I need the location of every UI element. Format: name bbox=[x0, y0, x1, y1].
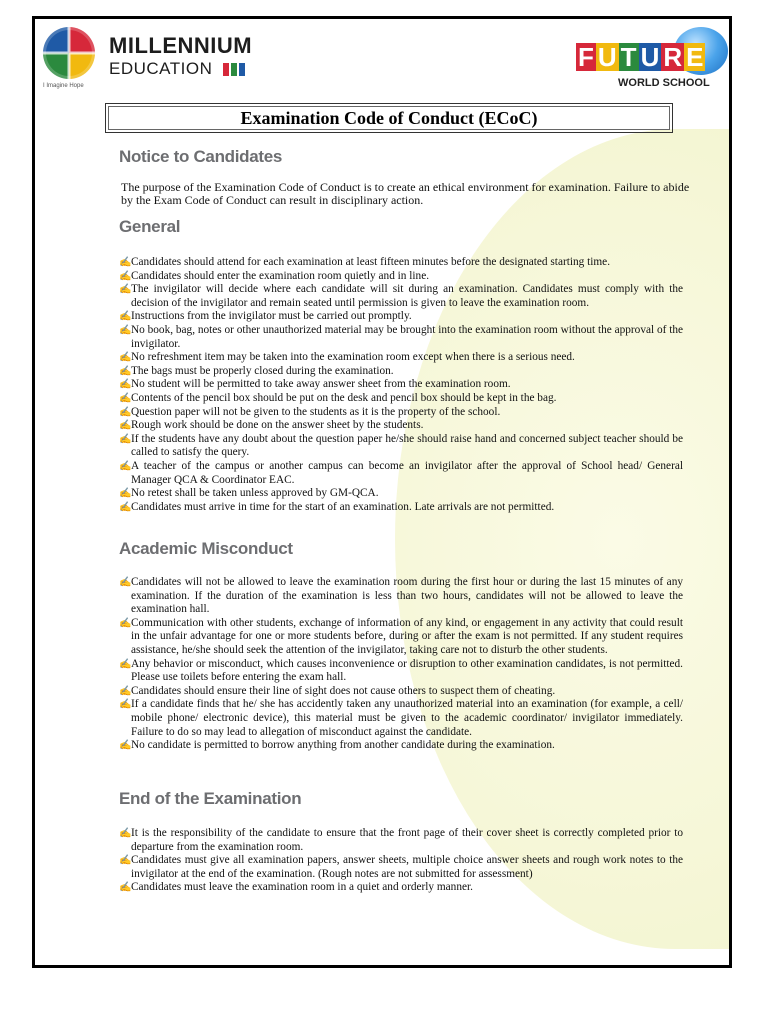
list-item-text: Question paper will not be given to the students as it is the property of the school. bbox=[131, 405, 501, 418]
writing-hand-icon: ✍ bbox=[119, 488, 132, 500]
writing-hand-icon: ✍ bbox=[119, 460, 132, 472]
writing-hand-icon: ✍ bbox=[119, 699, 132, 711]
millennium-education-logo bbox=[43, 27, 263, 93]
writing-hand-icon: ✍ bbox=[119, 828, 132, 839]
misconduct-list bbox=[119, 576, 683, 753]
list-item bbox=[119, 324, 683, 351]
list-item-text: Any behavior or misconduct, which causes inconvenience or disruption to other examination candidates, is not permitted. Please use toilets before entering the exam hall. bbox=[131, 657, 683, 684]
notice-text: The purpose of the Examination Code of Conduct is to create an ethical environment for examination. Failure to abide by the Exam Code of Conduct can result in disciplinary action. bbox=[121, 180, 690, 207]
writing-hand-icon: ✍ bbox=[119, 365, 132, 377]
list-item bbox=[119, 685, 683, 699]
brand-color-bars bbox=[223, 63, 245, 76]
writing-hand-icon: ✍ bbox=[119, 270, 132, 282]
writing-hand-icon: ✍ bbox=[119, 740, 132, 752]
list-item-text: Instructions from the invigilator must be carried out promptly. bbox=[131, 310, 412, 323]
list-item bbox=[119, 351, 683, 365]
world-school-label: WORLD SCHOOL bbox=[618, 77, 710, 89]
future-letter: E bbox=[686, 42, 704, 72]
list-item bbox=[119, 617, 683, 658]
writing-hand-icon: ✍ bbox=[119, 392, 132, 404]
list-item bbox=[119, 501, 683, 515]
writing-hand-icon: ✍ bbox=[119, 855, 132, 867]
list-item bbox=[119, 256, 683, 270]
writing-hand-icon: ✍ bbox=[119, 685, 132, 697]
writing-hand-icon: ✍ bbox=[119, 420, 132, 432]
notice-heading: Notice to Candidates bbox=[119, 147, 283, 166]
writing-hand-icon: ✍ bbox=[119, 433, 132, 445]
list-item bbox=[119, 419, 683, 433]
writing-hand-icon: ✍ bbox=[119, 882, 132, 894]
end-list bbox=[119, 827, 683, 895]
list-item bbox=[119, 365, 683, 379]
future-letter: U bbox=[640, 42, 660, 72]
brand-name-line2: EDUCATION bbox=[109, 59, 213, 78]
writing-hand-icon: ✍ bbox=[119, 617, 132, 629]
list-item bbox=[119, 487, 683, 501]
writing-hand-icon: ✍ bbox=[119, 311, 132, 323]
logo-tagline: I Imagine Hope bbox=[43, 83, 84, 89]
brand-bar bbox=[239, 63, 245, 76]
list-item-text: A teacher of the campus or another campus can become an invigilator after the approval of School head/ General Manager QCA & Coordinator EAC. bbox=[131, 459, 683, 486]
list-item-text: Candidates must give all examination papers, answer sheets, multiple choice answer sheets and rough work notes to the invigilator at the end of the examination. (Rough notes are not submitted for assessment) bbox=[131, 854, 683, 880]
list-item-text: Candidates should ensure their line of sight does not cause others to suspect them of cheating. bbox=[131, 684, 556, 697]
list-item bbox=[119, 406, 683, 420]
list-item-text: Contents of the pencil box should be put on the desk and pencil box should be kept in the bag. bbox=[131, 391, 557, 404]
future-world-school-logo bbox=[570, 25, 730, 91]
writing-hand-icon: ✍ bbox=[119, 284, 132, 296]
brand-name-line1: MILLENNIUM bbox=[109, 33, 253, 58]
list-item-text: No student will be permitted to take away answer sheet from the examination room. bbox=[131, 378, 511, 391]
globe-icon bbox=[43, 27, 95, 79]
list-item-text: Candidates must arrive in time for the start of an examination. Late arrivals are not permitted. bbox=[131, 500, 555, 513]
list-item-text: The bags must be properly closed during the examination. bbox=[131, 364, 394, 377]
list-item-text: If the students have any doubt about the question paper he/she should raise hand and concerned subject teacher should be called to satisfy the query. bbox=[131, 432, 683, 459]
list-item-text: It is the responsibility of the candidate to ensure that the front page of their cover sheet is correctly completed prior to departure from the examination room. bbox=[131, 827, 683, 853]
writing-hand-icon: ✍ bbox=[119, 577, 132, 588]
list-item-text: No retest shall be taken unless approved by GM-QCA. bbox=[131, 487, 379, 500]
general-heading: General bbox=[119, 217, 181, 236]
list-item bbox=[119, 739, 683, 753]
list-item bbox=[119, 310, 683, 324]
misconduct-heading: Academic Misconduct bbox=[119, 539, 293, 558]
list-item bbox=[119, 576, 683, 617]
writing-hand-icon: ✍ bbox=[119, 379, 132, 391]
document-title: Examination Code of Conduct (ECoC) bbox=[240, 107, 538, 128]
title-box-inner bbox=[108, 106, 670, 130]
list-item-text: The invigilator will decide where each candidate will sit during an examination. Candidates must comply with the decision of the invigilator and remain seated until permission is given to leave the examination room. bbox=[131, 283, 683, 309]
title-box bbox=[105, 103, 673, 133]
list-item bbox=[119, 827, 683, 854]
writing-hand-icon: ✍ bbox=[119, 658, 132, 670]
list-item bbox=[119, 270, 683, 284]
future-wordmark bbox=[576, 43, 705, 71]
future-letter: U bbox=[597, 42, 617, 72]
future-letter: R bbox=[663, 42, 683, 72]
list-item bbox=[119, 658, 683, 685]
list-item-text: Rough work should be done on the answer sheet by the students. bbox=[131, 419, 424, 432]
list-item-text: Communication with other students, exchange of information of any kind, or engagement in any activity that could result in the unfair advantage for one or more students before, during or after the exam is not permitted. If any student requires assistance, he/she should seek the attention of the invigilator, taking care not to disturb the other students. bbox=[131, 616, 683, 656]
list-item-text: No book, bag, notes or other unauthorized material may be brought into the examination room without the approval of the invigilator. bbox=[131, 323, 683, 350]
list-item bbox=[119, 433, 683, 460]
list-item-text: Candidates will not be allowed to leave the examination room during the first hour or during the last 15 minutes of any examination. If the duration of the examination is less than two hours, candidates will not be allowed to leave the examination hall. bbox=[131, 576, 683, 616]
writing-hand-icon: ✍ bbox=[119, 406, 132, 418]
list-item-text: Candidates must leave the examination room in a quiet and orderly manner. bbox=[131, 881, 473, 894]
list-item-text: Candidates should attend for each examination at least fifteen minutes before the designated starting time. bbox=[131, 256, 611, 268]
list-item-text: If a candidate finds that he/ she has accidently taken any unauthorized material into an examination (for example, a cell/ mobile phone/ electronic device), this material must be given to the academic coordinator/ invigilator immediately. Failure to do so may lead to allegation of misconduct against the candidate. bbox=[131, 698, 683, 738]
general-list bbox=[119, 256, 683, 514]
list-item-text: No refreshment item may be taken into the examination room except when there is a serious need. bbox=[131, 351, 575, 364]
list-item bbox=[119, 392, 683, 406]
future-letter: T bbox=[620, 42, 637, 72]
writing-hand-icon: ✍ bbox=[119, 324, 132, 336]
list-item bbox=[119, 283, 683, 310]
writing-hand-icon: ✍ bbox=[119, 257, 132, 268]
list-item bbox=[119, 854, 683, 881]
list-item bbox=[119, 698, 683, 739]
brand-bar bbox=[231, 63, 237, 76]
writing-hand-icon: ✍ bbox=[119, 352, 132, 364]
list-item-text: No candidate is permitted to borrow anything from another candidate during the examination. bbox=[131, 739, 555, 752]
page-frame bbox=[32, 16, 732, 968]
list-item bbox=[119, 378, 683, 392]
future-letter: F bbox=[578, 42, 594, 72]
document-content bbox=[35, 19, 729, 965]
writing-hand-icon: ✍ bbox=[119, 501, 132, 513]
list-item bbox=[119, 881, 683, 895]
list-item-text: Candidates should enter the examination room quietly and in line. bbox=[131, 269, 430, 282]
list-item bbox=[119, 460, 683, 487]
brand-bar bbox=[223, 63, 229, 76]
end-heading: End of the Examination bbox=[119, 789, 302, 808]
